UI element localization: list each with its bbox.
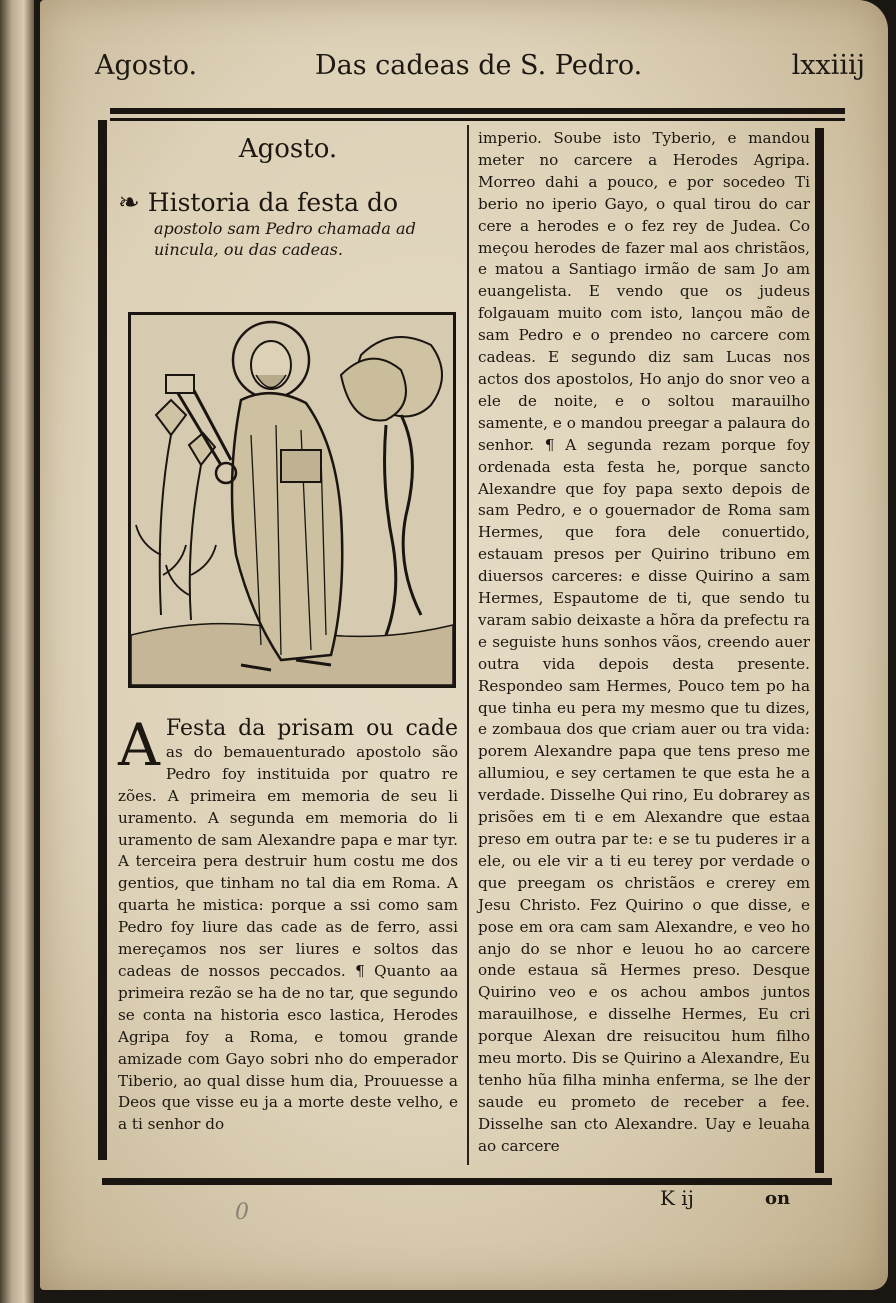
frame-rule-bottom: [102, 1178, 832, 1185]
lead-words: Festa da prisam ou cade: [165, 716, 458, 741]
column-divider: [467, 125, 469, 1165]
running-header: [95, 50, 865, 100]
right-column: [478, 128, 810, 1158]
book-page: [40, 0, 888, 1290]
left-body-text: as do bemauenturado apostolo são Pedro foy instituida por quatro re zões. A primeira em memoria de seu li uramento. A segunda em memoria do li uramento de sam Alexandre papa e mar tyr. A terceira pera destruir hum costu me dos gentios, que tinham no tal dia em Roma. A quarta he mistica: porque a ssi como sam Pedro foy liure das cade as de ferro, assi mereçamos nos ser liures e soltos das cadeas de nossos peccados. ¶ Quanto aa primeira rezão se ha de no tar, que segundo se conta na historia esco lastica, Herodes Agripa foy a Roma, e tomou grande amizade com Gayo sobri nho do emperador Tiberio, ao qual disse hum dia, Prouuesse a Deos que visse eu ja a morte deste velho, e a ti senhor do: [118, 742, 458, 1134]
drop-cap: A: [118, 711, 160, 779]
saint-peter-woodcut: [128, 312, 456, 688]
header-title: Das cadeas de S. Pedro.: [315, 50, 643, 81]
frame-rule-right: [815, 128, 824, 1173]
main-paragraph: [118, 711, 458, 1136]
story-subtitle: apostolo sam Pedro chamada ad uincula, ou das cadeas.: [154, 219, 416, 259]
frame-rule-left: [98, 120, 107, 1160]
frame-rule-top-inner: [110, 118, 845, 121]
frame-rule-top: [110, 108, 845, 114]
story-title: [118, 188, 458, 218]
pencil-mark: 0: [235, 1200, 249, 1225]
catchword: on: [765, 1188, 791, 1209]
signature-mark: K ij: [660, 1186, 694, 1210]
story-title-text: Historia da festa do: [147, 188, 399, 217]
month-title: Agosto.: [238, 134, 338, 164]
header-month: Agosto.: [95, 50, 198, 81]
fleuron-icon: ❧: [118, 188, 140, 218]
right-body-text: imperio. Soube isto Tyberio, e mandou meter no carcere a Herodes Agripa. Morreo dahi a pouco, e por socedeo Ti berio no iperio Gayo, o qual tirou do car cere a herodes e o fez rey de Judea. Co meçou herodes de fazer mal aos christãos, e matou a Santiago irmão de sam Jo am euangelista. E vendo que os judeus folgauam muito com isto, lançou mão de sam Pedro e o prendeo no carcere com cadeas. E segundo diz sam Lucas nos actos dos apostolos, Ho anjo do snor veo a ele de noite, e o soltou marauilho samente, e o mandou preegar a palaura do senhor. ¶ A segunda rezam porque foy ordenada esta festa he, porque sancto Alexandre que foy papa sexto depois de sam Pedro, e o gouernador de Roma sam Hermes, que fora dele conuertido, estauam presos per Quirino tribuno em diuersos carceres: e disse Quirino a sam Hermes, Espautome de ti, que sendo tu varam sabio deixaste a hõra da prefectu ra e seguiste huns sonhos vãos, creendo auer outra vida depois desta presente. Respondeo sam Hermes, Pouco tem po ha que tinha eu pera my mesmo que tu dizes, e zombaua dos que criam auer ou tra vida: porem Alexandre papa que tens preso me allumiou, e sey certamen te que esta he a verdade. Disselhe Qui rino, Eu dobrarey as prisões em ti e em Alexandre que estaa preso em outra par te: e se tu puderes ir a ele, ou ele vir a ti eu terey por verdade o que preegam os christãos e crerey em Jesu Christo. Fez Quirino o que disse, e pose em ora cam sam Alexandre, e veo ho anjo do se nhor e leuou ho ao carcere onde estaua sã Hermes preso. Desque Quirino veo e os achou ambos juntos marauilhose, e disselhe Hermes, Eu cri porque Alexan dre reisucitou hum filho meu morto. Dis se Quirino a Alexandre, Eu tenho hũa filha minha enferma, se lhe der saude eu prometo de receber a fee. Disselhe san cto Alexandre. Uay e leuaha ao carcere: [478, 129, 810, 1155]
left-column: [118, 128, 458, 1136]
facing-page-edge: [0, 0, 34, 1303]
header-folio-number: lxxiiij: [791, 50, 865, 81]
